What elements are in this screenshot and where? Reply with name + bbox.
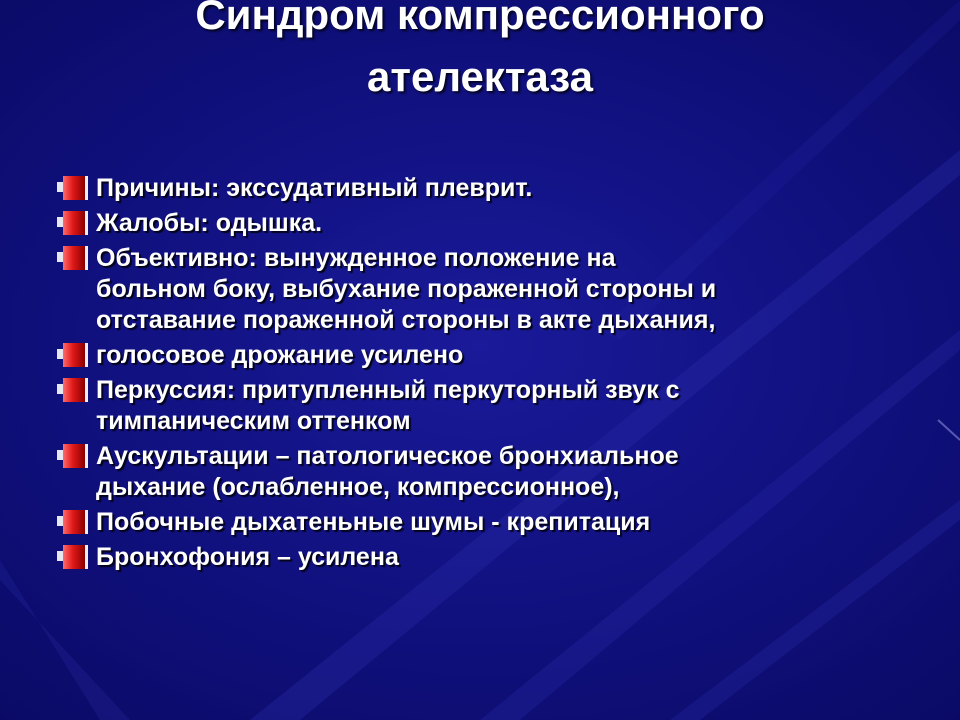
red-gradient-square-bullet-icon xyxy=(57,507,91,538)
bullet-line: больном боку, выбухание пораженной стороны и xyxy=(96,275,717,303)
bullet-line: Побочные дыхатеньные шумы - крепитация xyxy=(96,508,651,536)
red-gradient-square-bullet-icon xyxy=(57,173,91,204)
red-gradient-square-bullet-icon xyxy=(57,375,91,406)
bullet-line: Жалобы: одышка. xyxy=(96,209,323,237)
bullet-line: отставание пораженной стороны в акте дыхания, xyxy=(96,306,716,334)
bullet-line: Аускультации – патологическое бронхиальное xyxy=(96,442,679,470)
red-gradient-square-bullet-icon xyxy=(57,340,91,371)
bullet-item xyxy=(57,542,917,573)
bullet-item xyxy=(57,507,917,538)
bullet-text xyxy=(96,507,917,538)
bullet-item xyxy=(57,441,917,503)
bullet-line: голосовое дрожание усилено xyxy=(96,341,464,369)
bullet-text xyxy=(96,441,917,503)
bullet-list xyxy=(57,173,917,577)
bullet-line: Причины: экссудативный плеврит. xyxy=(96,174,533,202)
title-line-2: ателектаза xyxy=(367,53,593,100)
bullet-text xyxy=(96,542,917,573)
slide-title xyxy=(120,0,840,108)
bullet-item xyxy=(57,173,917,204)
bullet-line: Бронхофония – усилена xyxy=(96,543,399,571)
bullet-line: тимпаническим оттенком xyxy=(96,407,411,435)
red-gradient-square-bullet-icon xyxy=(57,441,91,472)
bullet-line: дыхание (ослабленное, компрессионное), xyxy=(96,473,620,501)
red-gradient-square-bullet-icon xyxy=(57,208,91,239)
red-gradient-square-bullet-icon xyxy=(57,243,91,274)
bullet-text xyxy=(96,340,917,371)
bullet-text xyxy=(96,375,917,437)
bullet-item xyxy=(57,375,917,437)
bullet-item xyxy=(57,208,917,239)
bullet-item xyxy=(57,340,917,371)
bullet-text xyxy=(96,243,917,336)
bullet-item xyxy=(57,243,917,336)
bullet-line: Объективно: вынужденное положение на xyxy=(96,244,616,272)
title-line-1: Синдром компрессионного xyxy=(195,0,765,38)
bullet-text xyxy=(96,173,917,204)
bullet-text xyxy=(96,208,917,239)
red-gradient-square-bullet-icon xyxy=(57,542,91,573)
bullet-line: Перкуссия: притупленный перкуторный звук с xyxy=(96,376,680,404)
